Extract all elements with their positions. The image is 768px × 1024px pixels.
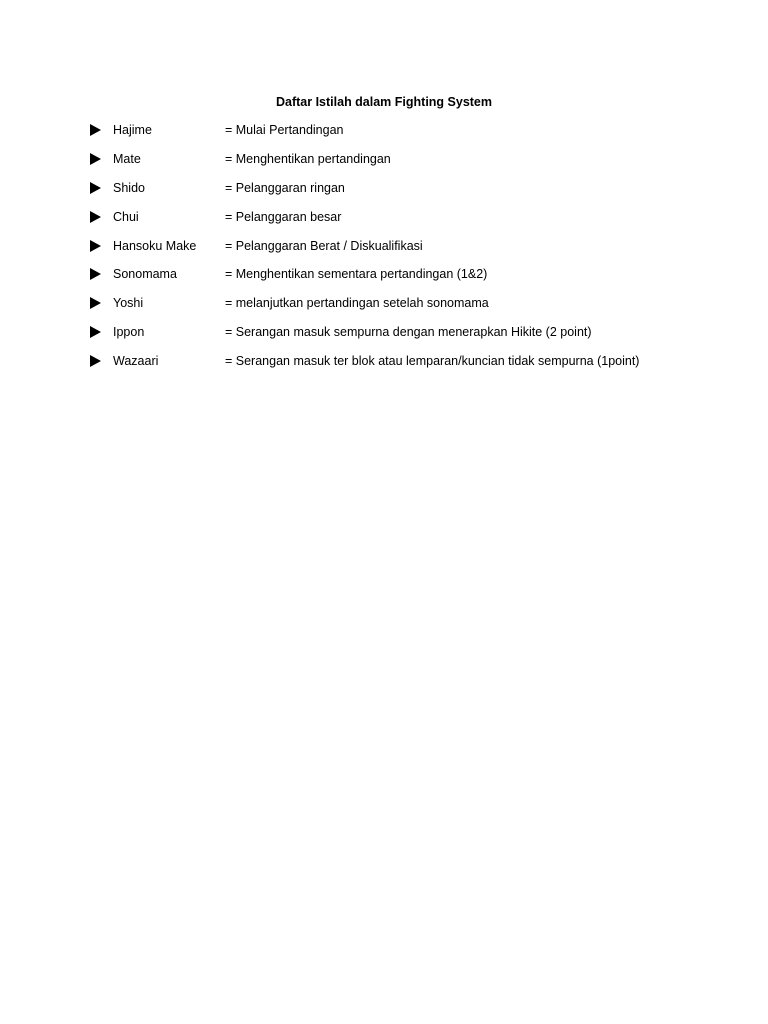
term-definition: = melanjutkan pertandingan setelah sonomama (225, 296, 489, 311)
right-triangle-bullet-icon (90, 240, 101, 252)
list-item (90, 353, 730, 382)
list-item (90, 209, 730, 238)
term-label: Wazaari (113, 354, 159, 369)
term-definition: = Mulai Pertandingan (225, 123, 344, 137)
right-triangle-bullet-icon (90, 326, 101, 338)
term-label: Hansoku Make (113, 238, 197, 253)
right-triangle-bullet-icon (90, 268, 101, 280)
document-title: Daftar Istilah dalam Fighting System (275, 95, 492, 109)
term-definition: = Menghentikan pertandingan (225, 151, 391, 166)
right-triangle-bullet-icon (90, 182, 101, 194)
list-item (90, 180, 730, 209)
list-item (90, 151, 730, 180)
list-item (90, 324, 730, 353)
glossary-list (90, 122, 730, 382)
term-label: Chui (113, 209, 139, 224)
list-item (90, 122, 730, 151)
right-triangle-bullet-icon (90, 153, 101, 165)
term-definition: = Menghentikan sementara pertandingan (1&2) (225, 267, 488, 282)
right-triangle-bullet-icon (90, 124, 101, 136)
list-item (90, 295, 730, 324)
right-triangle-bullet-icon (90, 355, 101, 367)
term-label: Shido (113, 180, 145, 195)
list-item (90, 266, 730, 295)
term-definition: = Serangan masuk ter blok atau lemparan/kuncian tidak sempurna (1point) (225, 354, 640, 369)
right-triangle-bullet-icon (90, 297, 101, 309)
term-label: Mate (113, 151, 141, 166)
term-label: Yoshi (113, 296, 144, 311)
right-triangle-bullet-icon (90, 211, 101, 223)
list-item (90, 238, 730, 267)
term-definition: = Pelanggaran ringan (225, 180, 345, 195)
term-label: Ippon (113, 325, 145, 340)
term-definition: = Serangan masuk sempurna dengan menerapkan Hikite (2 point) (225, 325, 592, 340)
term-definition: = Pelanggaran Berat / Diskualifikasi (225, 238, 423, 253)
term-definition: = Pelanggaran besar (225, 209, 342, 224)
term-label: Hajime (113, 123, 152, 137)
term-label: Sonomama (113, 267, 177, 282)
